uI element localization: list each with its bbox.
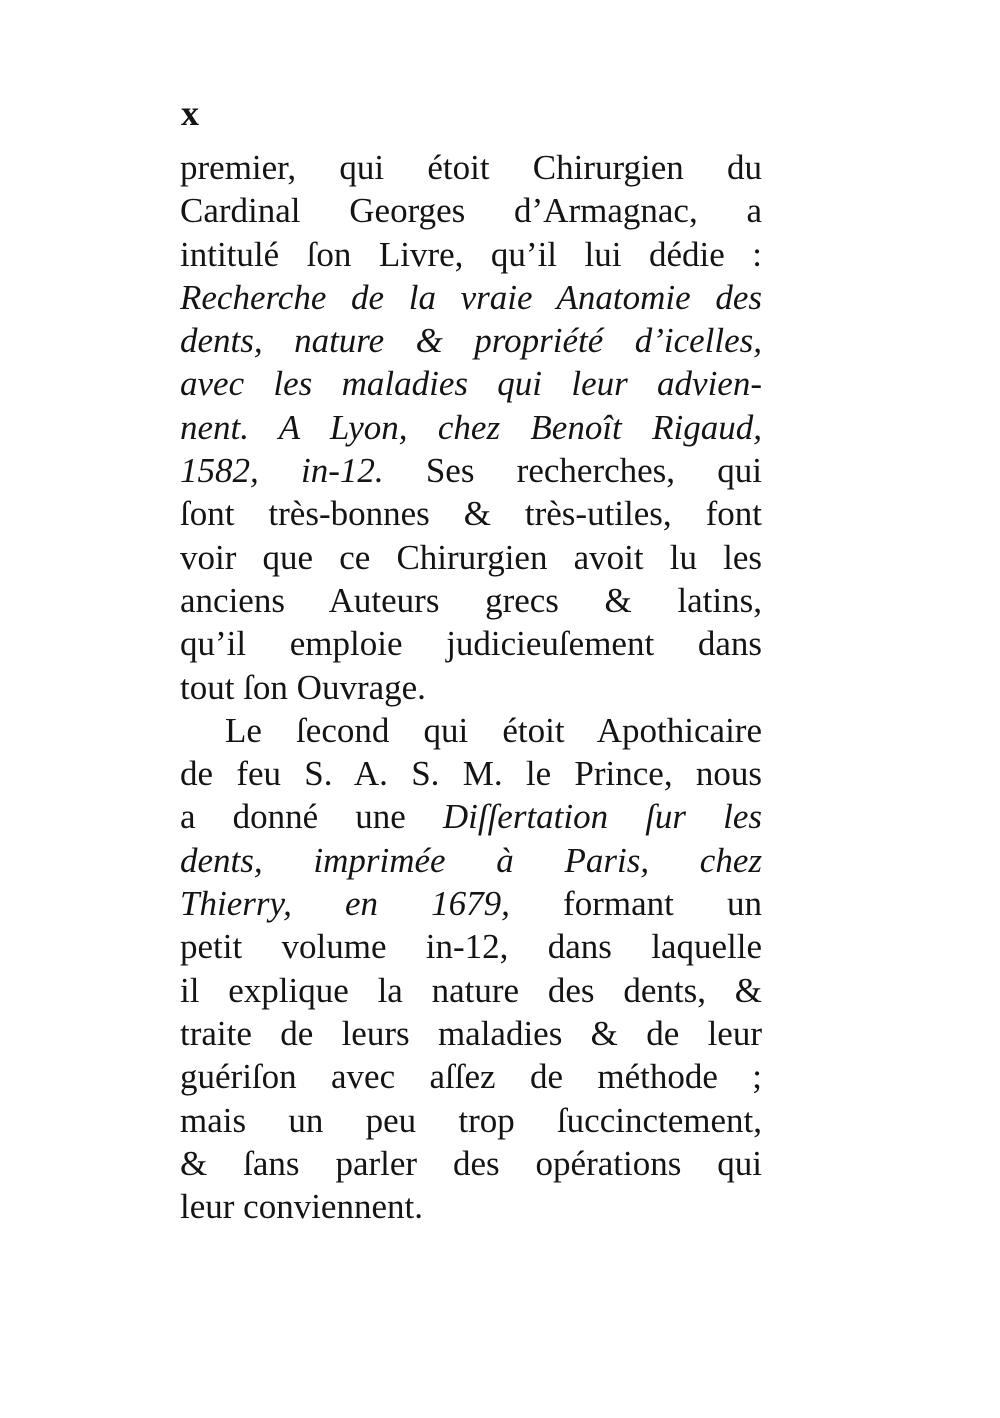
text-line: qu’il emploie judicieuſement dans [180,624,762,664]
text-line: & ſans parler des opérations qui [180,1143,762,1183]
text-line: Le ſecond qui étoit Apothicaire [225,710,762,750]
text-line: traite de leurs maladies & de leur [180,1013,762,1053]
text-line: voir que ce Chirurgien avoit lu les [180,537,762,577]
text-line-italic: Recherche de la vraie Anatomie des [180,277,762,317]
text-line: petit volume in-12, dans laquelle [180,927,762,967]
text-line: intitulé ſon Livre, qu’il lui dédie : [180,234,762,274]
paragraph-1 [180,146,762,709]
text-line: premier, qui étoit Chirurgien du [180,148,762,187]
text-line-italic: nent. A Lyon, chez Benoît Rigaud, [180,407,762,447]
text-line: leur conviennent. [180,1187,423,1227]
text-line [180,795,762,838]
publisher-italic: Thierry, en 1679, [180,884,510,924]
text-line [180,882,762,925]
text-line: tout ſon Ouvrage. [180,667,426,707]
text-line: de feu S. A. S. M. le Prince, nous [180,754,762,794]
text-line: guériſon avec aſſez de méthode ; [180,1057,762,1097]
text-segment: Ses recherches, qui [383,451,762,491]
text-line: anciens Auteurs grecs & latins, [180,580,762,620]
text-line: ſont très-bonnes & très-utiles, font [180,494,762,534]
text-segment: formant un [509,884,762,924]
paragraph-2 [180,709,762,1229]
text-line [180,449,762,492]
text-line: il explique la nature des dents, & [180,970,762,1010]
body-text [180,146,762,1228]
book-title-italic: Diſſertation ſur les [442,797,762,837]
text-line: Cardinal Georges d’Armagnac, a [180,191,762,231]
book-date-format: 1582, in-12. [180,451,384,491]
text-segment: a donné une [180,797,443,837]
page-number: x [181,93,199,133]
text-line: mais un peu trop ſuccinctement, [180,1100,762,1140]
text-line-italic: dents, nature & propriété d’icelles, [180,321,762,361]
text-line-italic: avec les maladies qui leur advien- [180,364,762,404]
text-line-italic: dents, imprimée à Paris, chez [180,840,762,880]
